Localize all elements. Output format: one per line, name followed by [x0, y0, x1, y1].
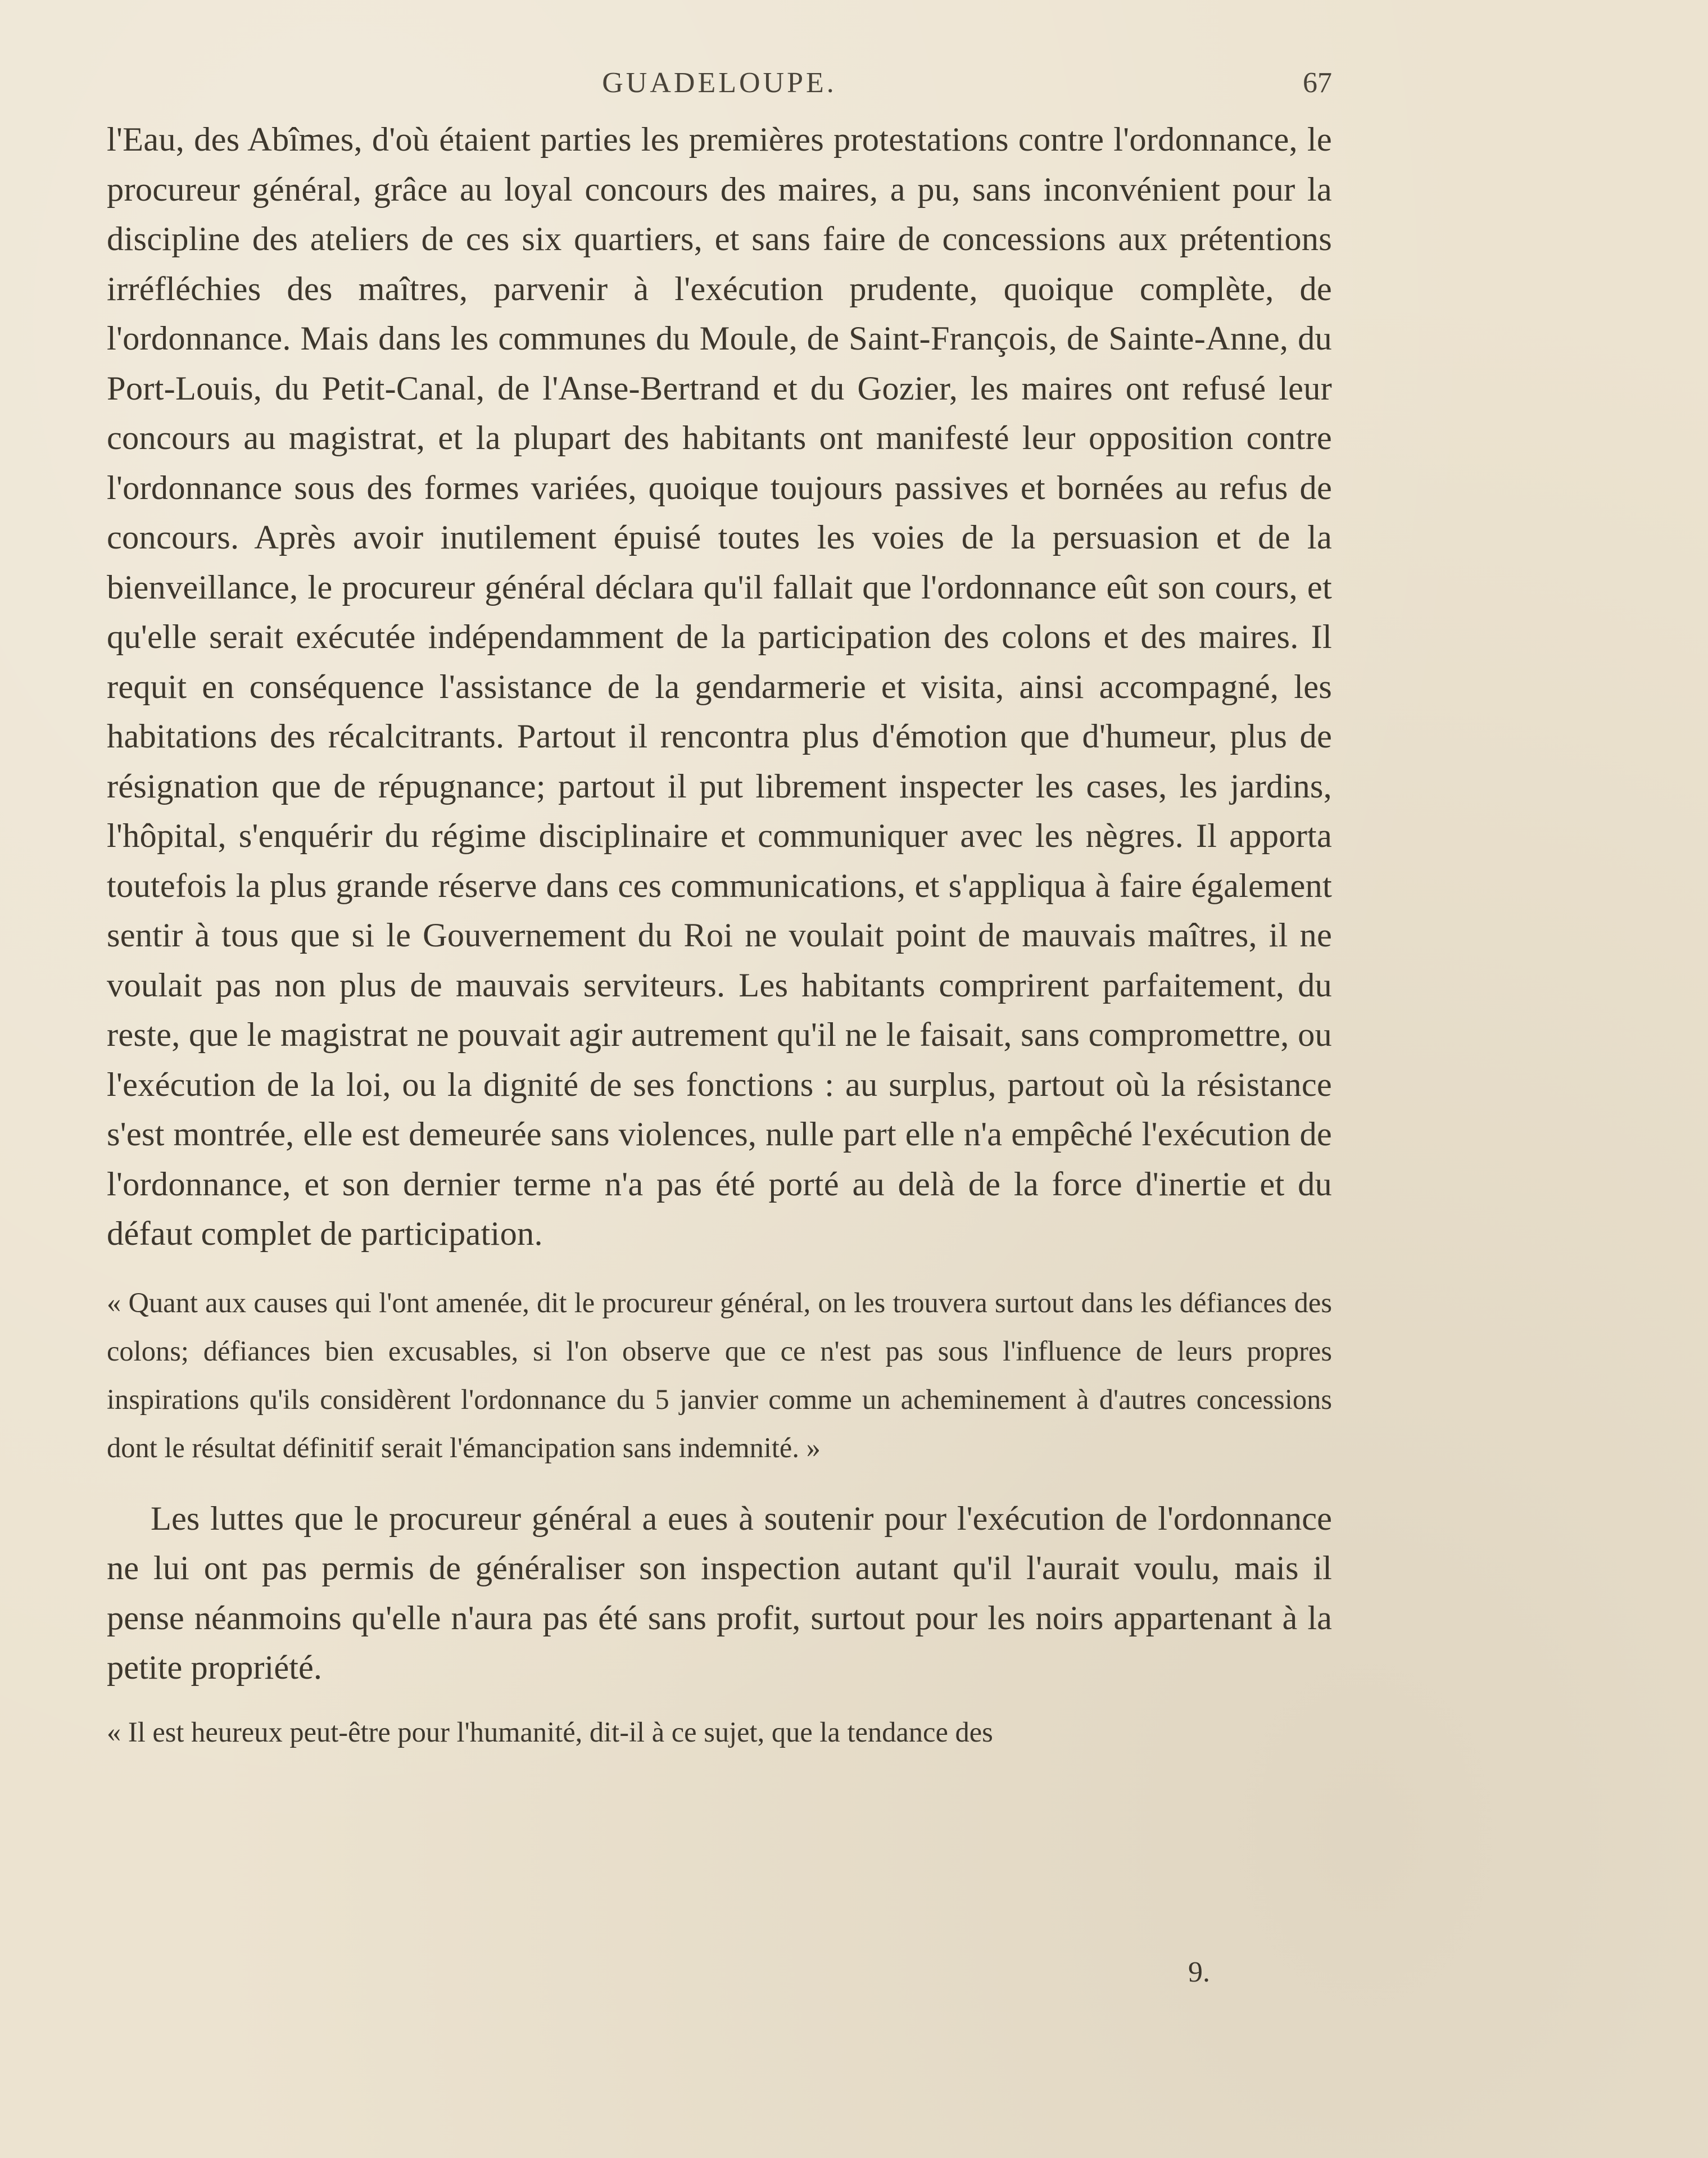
- paragraph-inspection: Les luttes que le procureur général a eues à soutenir pour l'exécution de l'ordonnance ne lui ont pas permis de généraliser son inspection autant qu'il l'aurait voulu, mais il pense néanmoins qu'elle n'aura pas été sans profit, surtout pour les noirs appartenant à la petite propriété.: [107, 1499, 1332, 1686]
- running-title: GUADELOUPE.: [602, 67, 837, 99]
- page-number: 67: [1303, 67, 1332, 99]
- paragraph-quotation-start: « Il est heureux peut-être pour l'humanité, dit-il à ce sujet, que la tendance des: [107, 1716, 993, 1748]
- paragraph-quotation: « Quant aux causes qui l'ont amenée, dit le procureur général, on les trouvera surtout dans les défiances des colons; défiances bien excusables, si l'on observe que ce n'est pas sous l'influence de leurs propres inspirations qu'ils considèrent l'ordonnance du 5 janvier comme un acheminement à d'autres concessions dont le résultat définitif serait l'émancipation sans indemnité. »: [107, 1286, 1332, 1463]
- running-head: [107, 66, 1332, 111]
- signature-mark: 9.: [1188, 1956, 1210, 1988]
- body-text: [107, 115, 1332, 1756]
- paragraph-continuation: l'Eau, des Abîmes, d'où étaient parties les premières protestations contre l'ordonnance, le procureur général, grâce au loyal concours des maires, a pu, sans inconvénient pour la discipline des ateliers de ces six quartiers, et sans faire de concessions aux prétentions irréfléchies des maîtres, parvenir à l'exécution prudente, quoique complète, de l'ordonnance. Mais dans les communes du Moule, de Saint-François, de Sainte-Anne, du Port-Louis, du Petit-Canal, de l'Anse-Bertrand et du Gozier, les maires ont refusé leur concours au magistrat, et la plupart des habitants ont manifesté leur opposition contre l'ordonnance sous des formes variées, quoique toujours passives et bornées au refus de concours. Après avoir inutilement épuisé toutes les voies de la persuasion et de la bienveillance, le procureur général déclara qu'il fallait que l'ordonnance eût son cours, et qu'elle serait exécutée indépendamment de la participation des colons et des maires. Il requit en conséquence l'assistance de la gendarmerie et visita, ainsi accompagné, les habitations des récalcitrants. Partout il rencontra plus d'émotion que d'humeur, plus de résignation que de répugnance; partout il put librement inspecter les cases, les jardins, l'hôpital, s'enquérir du régime disciplinaire et communiquer avec les nègres. Il apporta toutefois la plus grande réserve dans ces communications, et s'appliqua à faire également sentir à tous que si le Gouvernement du Roi ne voulait point de mauvais maîtres, il ne voulait pas non plus de mauvais serviteurs. Les habitants comprirent parfaitement, du reste, que le magistrat ne pouvait agir autrement qu'il ne le faisait, sans compromettre, ou l'exécution de la loi, ou la dignité de ses fonctions : au surplus, partout où la résistance s'est montrée, elle est demeurée sans violences, nulle part elle n'a empêché l'exécution de l'ordonnance, et son dernier terme n'a pas été porté au delà de la force d'inertie et du défaut complet de participation.: [107, 121, 1332, 1253]
